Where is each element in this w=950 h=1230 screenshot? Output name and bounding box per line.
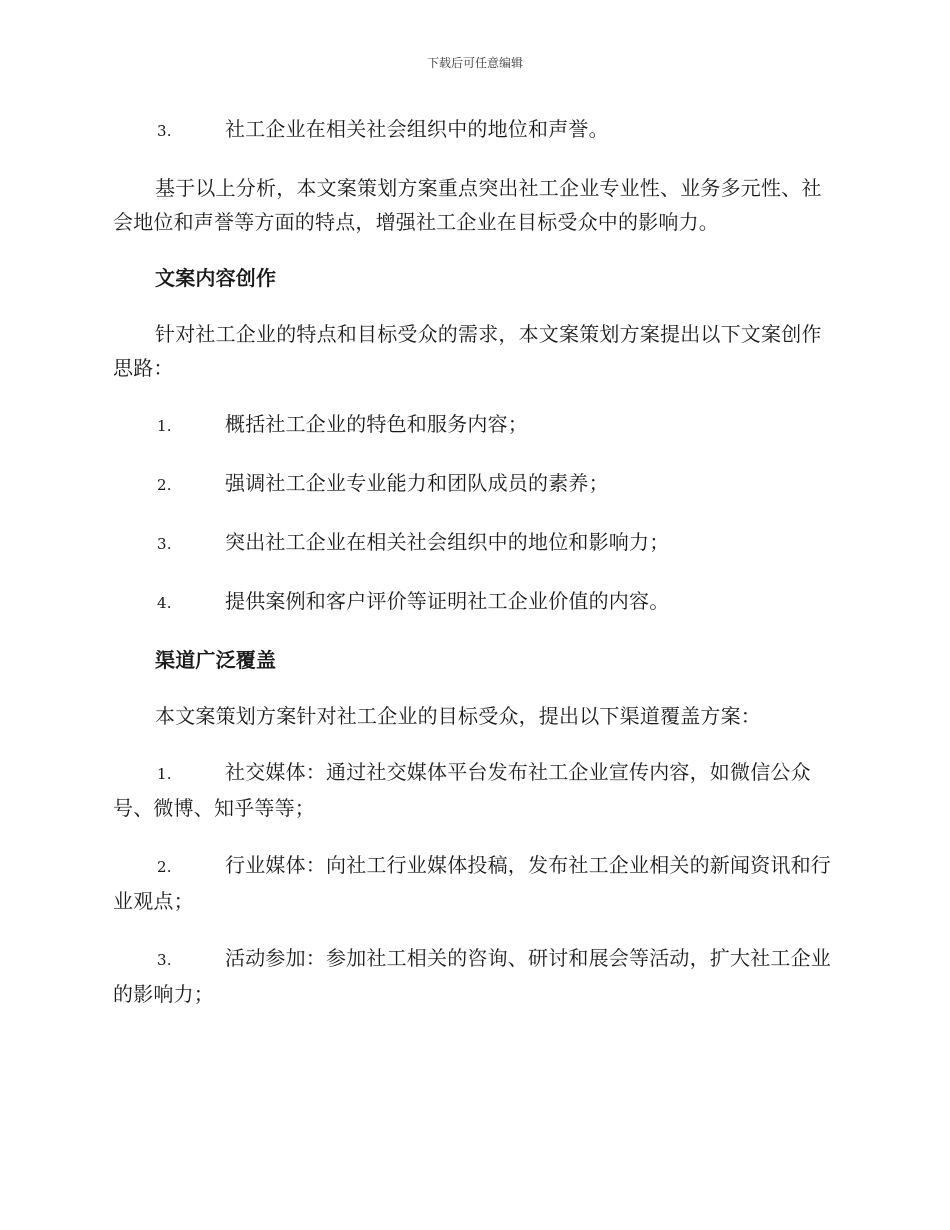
- document-body: [113, 112, 835, 1034]
- list-item: [113, 584, 835, 620]
- list-number: 4.: [157, 594, 172, 612]
- list-number: 3.: [157, 535, 172, 553]
- list-text: 社交媒体：通过社交媒体平台发布社工企业宣传内容，如微信公众号、微博、知乎等等；: [113, 760, 811, 820]
- list-text: 社工企业在相关社会组织中的地位和声誉。: [225, 117, 609, 141]
- list-text: 提供案例和客户评价等证明社工企业价值的内容。: [225, 589, 670, 613]
- list-item: [113, 407, 835, 443]
- list-text: 突出社工企业在相关社会组织中的地位和影响力；: [225, 530, 670, 554]
- analysis-paragraph: 基于以上分析，本文案策划方案重点突出社工企业专业性、业务多元性、社会地位和声誉等方面的特点，增强社工企业在目标受众中的影响力。: [113, 176, 822, 234]
- channel-intro-paragraph: 本文案策划方案针对社工企业的目标受众，提出以下渠道覆盖方案：: [155, 704, 761, 728]
- list-item: [113, 525, 835, 561]
- page-header: 下载后可任意编辑: [426, 56, 523, 70]
- list-text: 强调社工企业专业能力和团队成员的素养；: [225, 471, 609, 495]
- list-number: 3.: [157, 122, 172, 140]
- list-item: [113, 466, 835, 502]
- list-number: 1.: [157, 417, 172, 435]
- list-item: [113, 112, 835, 148]
- list-text: 概括社工企业的特色和服务内容；: [225, 412, 528, 436]
- list-item: [113, 848, 835, 918]
- list-text: 行业媒体：向社工行业媒体投稿，发布社工企业相关的新闻资讯和行业观点；: [113, 853, 831, 913]
- list-item: [113, 755, 835, 825]
- list-text: 活动参加：参加社工相关的咨询、研讨和展会等活动，扩大社工企业的影响力；: [113, 946, 831, 1006]
- content-intro-paragraph: 针对社工企业的特点和目标受众的需求，本文案策划方案提出以下文案创作思路：: [113, 322, 822, 380]
- list-number: 1.: [157, 765, 172, 783]
- list-item: [113, 941, 835, 1011]
- list-number: 2.: [157, 858, 172, 876]
- list-number: 3.: [157, 951, 172, 969]
- section-heading-content: 文案内容创作: [155, 266, 277, 290]
- list-number: 2.: [157, 476, 172, 494]
- section-heading-channel: 渠道广泛覆盖: [155, 648, 277, 672]
